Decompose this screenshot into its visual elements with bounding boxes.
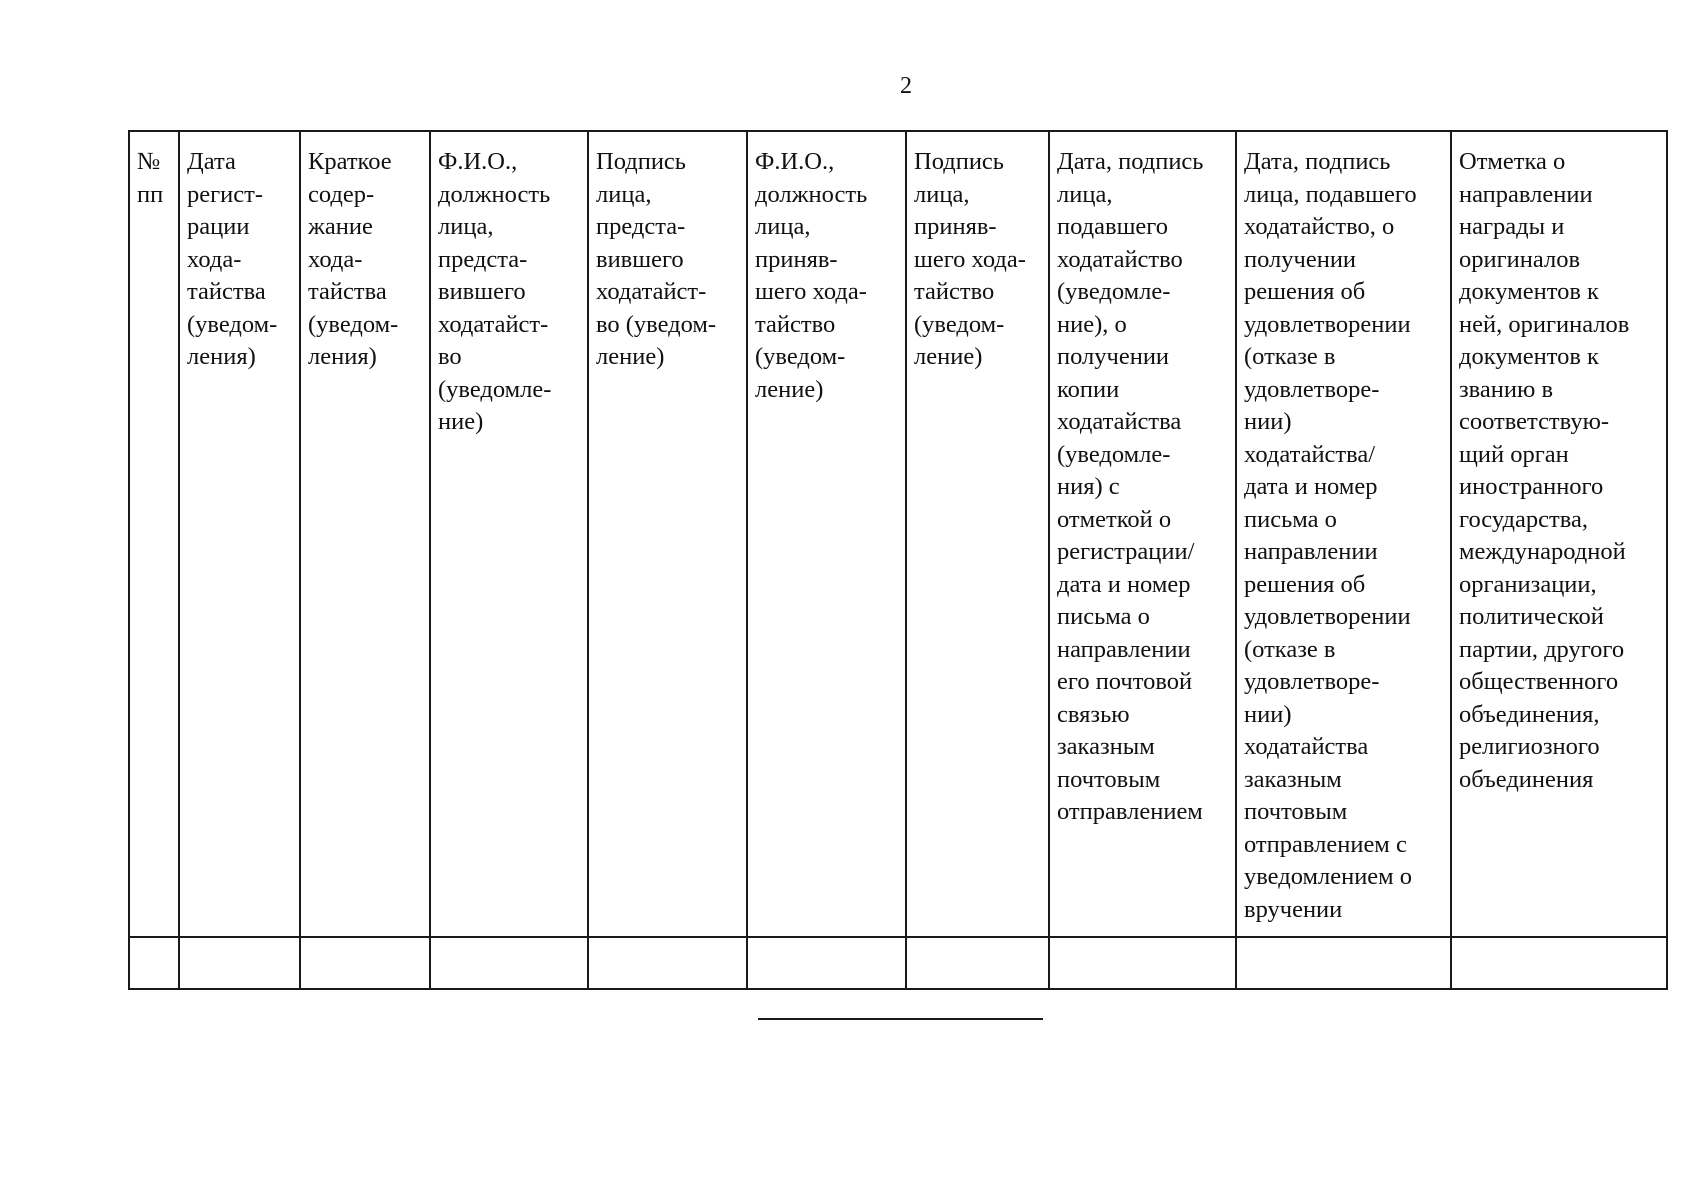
header-cell-award-dispatch: Отметка о направлении награды и оригиналов документов к ней, оригиналов документов к званию в соответствую- щий орган иностранного государства, международной организации, политической партии, другого общественного объединения, религиозного объединения: [1451, 131, 1667, 937]
header-cell-number: № пп: [129, 131, 179, 937]
table-cell: [300, 937, 430, 989]
table-cell: [1236, 937, 1451, 989]
header-cell-copy-receipt: Дата, подпись лица, подавшего ходатайство (уведомле- ние), о получении копии ходатайства (уведомле- ния) с отметкой о регистрации/ дата и номер письма о направлении его почтовой связью заказным почтовым отправлением: [1049, 131, 1236, 937]
header-cell-receiver-signature: Подпись лица, приняв- шего хода- тайство (уведом- ление): [906, 131, 1049, 937]
header-cell-submitter-signature: Подпись лица, предста- вившего ходатайст- во (уведом- ление): [588, 131, 747, 937]
registration-table: [128, 130, 1668, 990]
table-cell: [430, 937, 588, 989]
header-cell-summary: Краткое содер- жание хода- тайства (уведом- ления): [300, 131, 430, 937]
header-cell-registration-date: Дата регист- рации хода- тайства (уведом- ления): [179, 131, 300, 937]
table-cell: [179, 937, 300, 989]
table-cell: [1451, 937, 1667, 989]
table-cell: [747, 937, 906, 989]
end-of-document-rule: [758, 1018, 1043, 1020]
page-number: 2: [900, 73, 912, 99]
table-cell: [1049, 937, 1236, 989]
table-cell: [129, 937, 179, 989]
header-cell-submitter-name: Ф.И.О., должность лица, предста- вившего ходатайст- во (уведомле- ние): [430, 131, 588, 937]
header-cell-decision-receipt: Дата, подпись лица, подавшего ходатайство, о получении решения об удовлетворении (отказе в удовлетворе- нии) ходатайства/ дата и номер письма о направлении решения об удовлетворении (отказе в удовлетворе- нии) ходатайства заказным почтовым отправлением с уведомлением о вручении: [1236, 131, 1451, 937]
table-header-row: [129, 131, 1667, 937]
table-cell: [588, 937, 747, 989]
header-cell-receiver-name: Ф.И.О., должность лица, приняв- шего хода- тайство (уведом- ление): [747, 131, 906, 937]
table-cell: [906, 937, 1049, 989]
table-row: [129, 937, 1667, 989]
